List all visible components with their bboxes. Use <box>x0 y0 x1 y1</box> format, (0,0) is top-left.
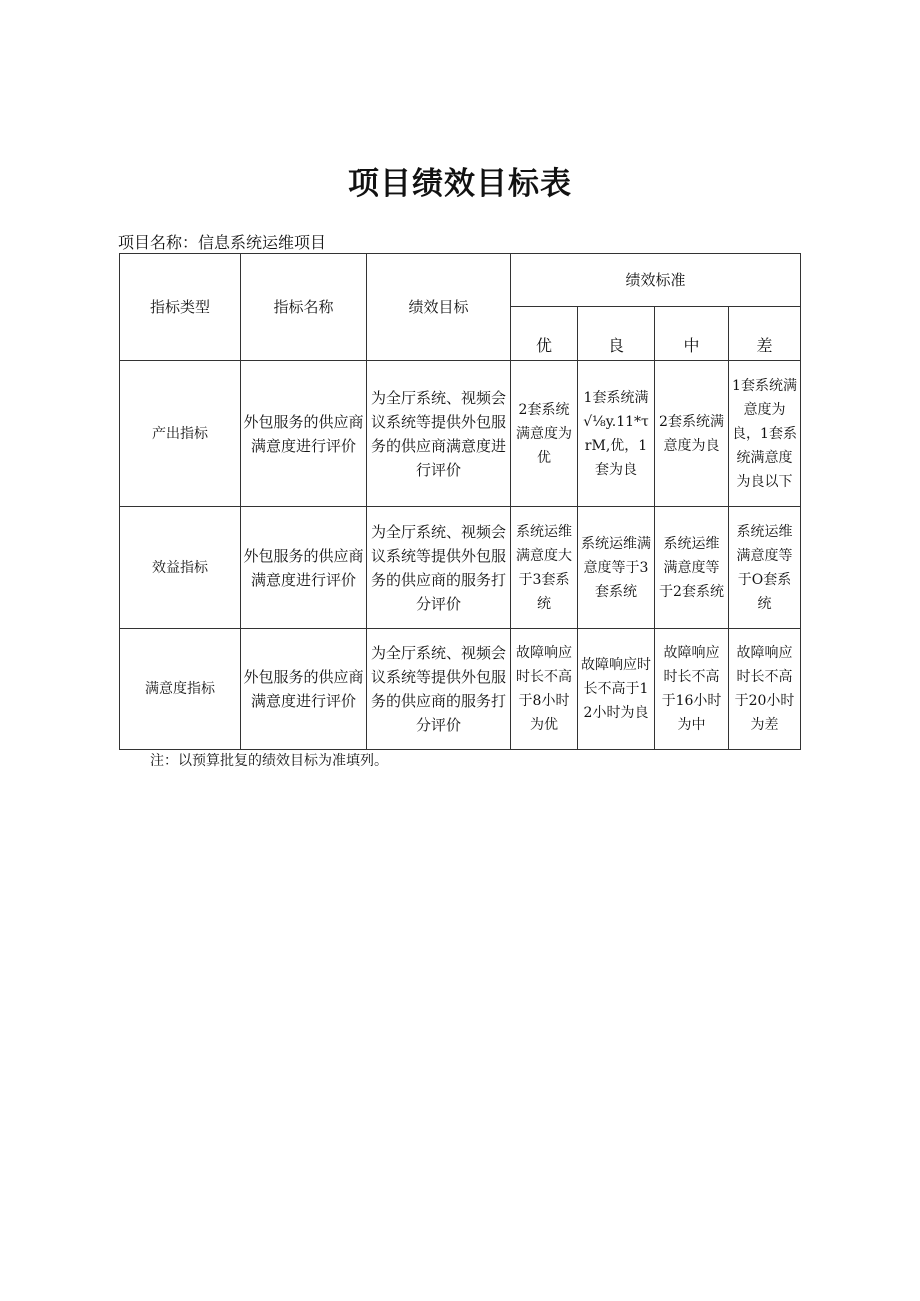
table-row <box>120 507 801 629</box>
grade-poor: 差 <box>729 307 801 361</box>
row-standard-medium: 系统运维满意度等于2套系统 <box>655 507 729 629</box>
row-standard-poor: 系统运维满意度等于O套系统 <box>729 507 801 629</box>
project-name: 项目名称：信息系统运维项目 <box>118 233 327 252</box>
header-target: 绩效目标 <box>367 254 511 361</box>
row-name: 外包服务的供应商满意度进行评价 <box>241 507 367 629</box>
header-row-1 <box>120 254 801 307</box>
header-type: 指标类型 <box>120 254 241 361</box>
row-target: 为全厅系统、视频会议系统等提供外包服务的供应商的服务打分评价 <box>367 507 511 629</box>
row-type: 满意度指标 <box>120 629 241 750</box>
row-standard-poor: 故障响应时长不高于20小时为差 <box>729 629 801 750</box>
grade-medium: 中 <box>655 307 729 361</box>
row-standard-good: 系统运维满意度等于3套系统 <box>578 507 655 629</box>
grade-good: 良 <box>578 307 655 361</box>
row-standard-excellent: 2套系统满意度为优 <box>511 361 578 507</box>
row-standard-good: 1套系统满√⅛y.11*τrM,优，1套为良 <box>578 361 655 507</box>
row-name: 外包服务的供应商满意度进行评价 <box>241 361 367 507</box>
row-standard-excellent: 系统运维满意度大于3套系统 <box>511 507 578 629</box>
header-standard: 绩效标准 <box>511 254 801 307</box>
row-name: 外包服务的供应商满意度进行评价 <box>241 629 367 750</box>
row-target: 为全厅系统、视频会议系统等提供外包服务的供应商满意度进行评价 <box>367 361 511 507</box>
row-standard-excellent: 故障响应时长不高于8小时为优 <box>511 629 578 750</box>
grade-excellent: 优 <box>511 307 578 361</box>
row-standard-good: 故障响应时长不高于12小时为良 <box>578 629 655 750</box>
performance-table <box>119 253 801 750</box>
header-name: 指标名称 <box>241 254 367 361</box>
table-row <box>120 361 801 507</box>
row-standard-medium: 2套系统满意度为良 <box>655 361 729 507</box>
page-title: 项目绩效目标表 <box>348 166 572 202</box>
row-type: 效益指标 <box>120 507 241 629</box>
row-standard-poor: 1套系统满意度为良，1套系统满意度为良以下 <box>729 361 801 507</box>
footnote: 注：以预算批复的绩效目标为准填列。 <box>150 753 388 769</box>
table-row <box>120 629 801 750</box>
row-standard-medium: 故障响应时长不高于16小时为中 <box>655 629 729 750</box>
row-target: 为全厅系统、视频会议系统等提供外包服务的供应商的服务打分评价 <box>367 629 511 750</box>
row-type: 产出指标 <box>120 361 241 507</box>
